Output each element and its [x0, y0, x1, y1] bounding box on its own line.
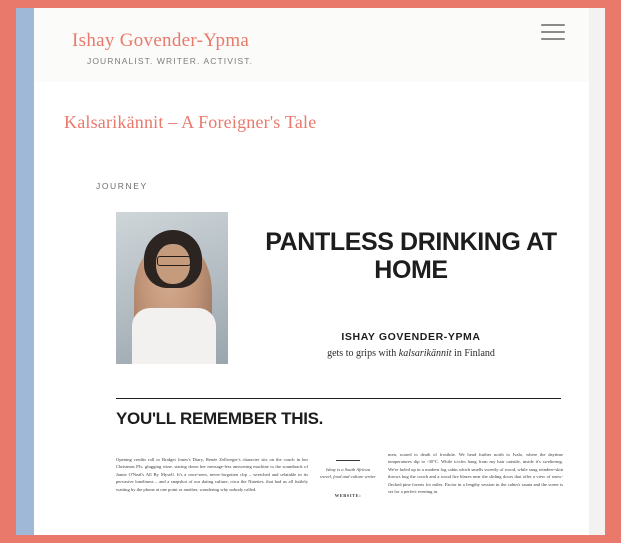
- article-pull-quote: [320, 460, 376, 499]
- right-accent-bar: [589, 8, 605, 535]
- post-category[interactable]: JOURNEY: [96, 181, 148, 191]
- author-photo: [116, 212, 228, 364]
- menu-bar-3: [541, 38, 565, 40]
- post-content: [34, 82, 589, 535]
- pull-quote-text: Ishay is a South African travel, food and culture writer: [320, 467, 376, 480]
- browser-page: [16, 8, 605, 535]
- article-byline: ISHAY GOVENDER-YPMA: [341, 331, 481, 343]
- article-headline: PANTLESS DRINKING AT HOME: [265, 228, 557, 285]
- post-title: Kalsarikännit – A Foreigner's Tale: [64, 112, 317, 132]
- site-tagline: JOURNALIST. WRITER. ACTIVIST.: [87, 56, 254, 66]
- hamburger-menu-icon[interactable]: [541, 24, 565, 44]
- subline-suffix: in Finland: [451, 348, 495, 359]
- article-column-1: Opening credits roll to Bridget Jones's Diary, Renée Zellweger's character sits on the couch in her Christmas PJs, glugging wine, staring down her message-less answering machine to the soundtrack of Jamie O'Neal's All By Myself. It's a once-seen, never-forgotten clip – wretched and relatable in its pervasive loneliness – and a snapshot of our dating culture, circa the Nineties, that had us all futilely waiting by the phone at one point or another, wondering why nobody called.: [116, 457, 308, 492]
- article-subhead: YOU'LL REMEMBER THIS.: [116, 409, 324, 428]
- subline-italic: kalsarikännit: [398, 348, 452, 359]
- site-header: [34, 8, 589, 82]
- divider: [116, 398, 561, 399]
- article-column-3: men, scared to death of frostbite. We head further north to Ivalo, where the daytime temperatures dip to -30°C. While icicles hang from my hair outside, inside it's sweltering. We're holed up in a modern log cabin which smells sweetly of wood, while snug reindeer-skin throws hug the couch and a wood fire blazes near the sliding doors that offer a view of snow-flecked pine forests for miles. Factor in a lengthy session in the cabin's sauna and the scene is set for a perfect evening in.: [388, 452, 563, 495]
- menu-bar-1: [541, 24, 565, 26]
- article-subline: [261, 347, 561, 361]
- menu-bar-2: [541, 31, 565, 33]
- pull-quote-rule: [336, 460, 360, 461]
- subline-prefix: gets to grips with: [327, 348, 399, 359]
- magazine-spread-image: [96, 208, 573, 535]
- glasses-icon: [157, 256, 191, 266]
- left-accent-bar: [16, 8, 34, 535]
- pull-quote-website-label: WEBSITE:: [334, 492, 362, 498]
- photo-dress: [132, 308, 216, 364]
- site-title[interactable]: Ishay Govender-Ypma: [72, 30, 250, 51]
